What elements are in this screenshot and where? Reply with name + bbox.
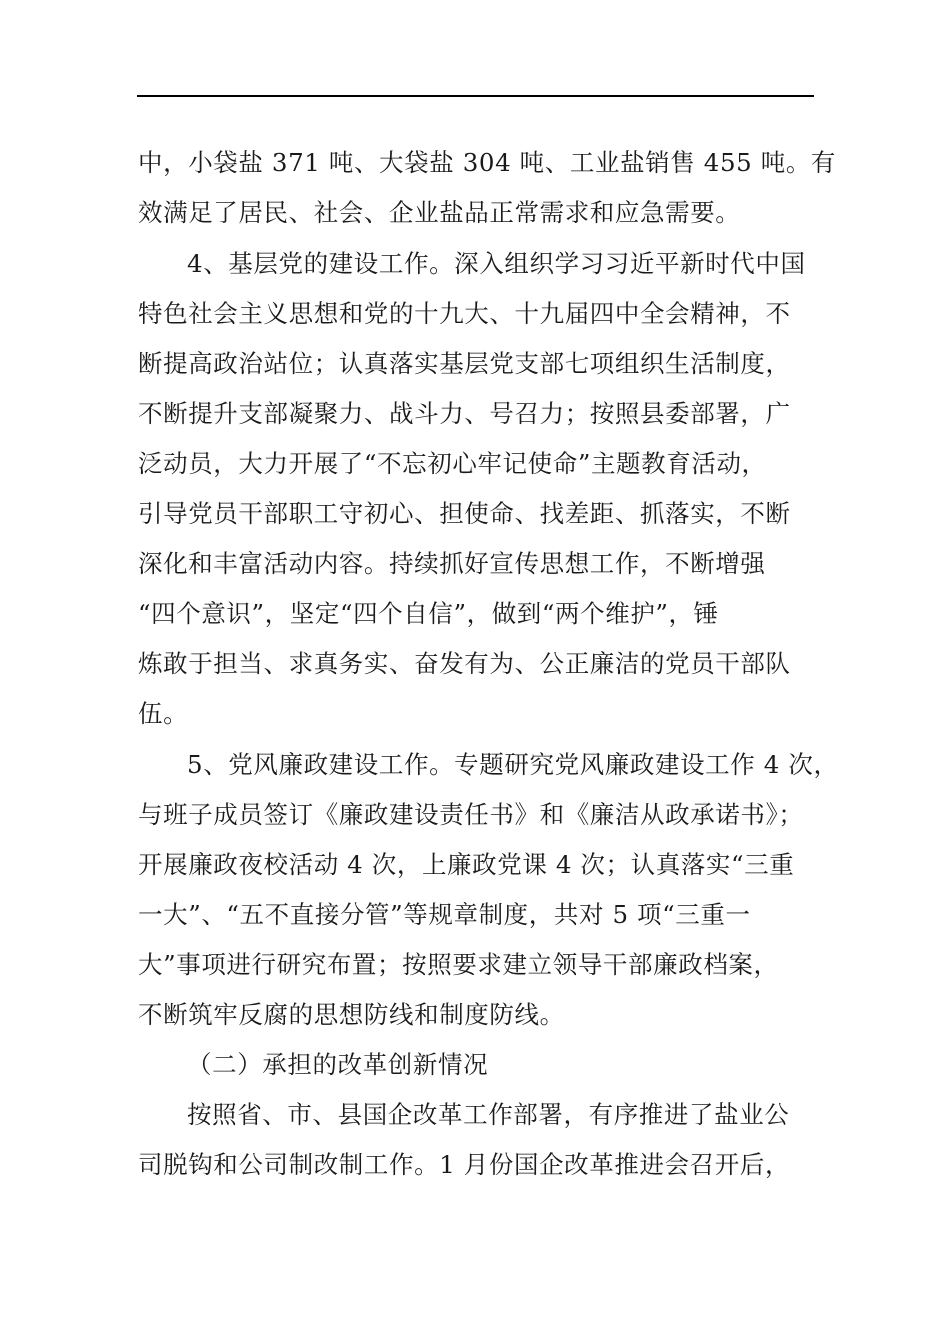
subsection-heading: （二）承担的改革创新情况 bbox=[187, 1050, 489, 1079]
paragraph-line: 中，小袋盐 371 吨、大袋盐 304 吨、工业盐销售 455 吨。有 bbox=[138, 148, 837, 177]
paragraph-line: 效满足了居民、社会、企业盐品正常需求和应急需要。 bbox=[138, 198, 741, 227]
paragraph-line: 伍。 bbox=[138, 699, 189, 728]
paragraph-line: 特色社会主义思想和党的十九大、十九届四中全会精神，不 bbox=[138, 299, 791, 328]
section-heading-line: 5、党风廉政建设工作。专题研究党风廉政建设工作 4 次， bbox=[187, 750, 839, 779]
paragraph-line: 不断提升支部凝聚力、战斗力、号召力；按照县委部署，广 bbox=[138, 399, 791, 428]
paragraph-line: 不断筑牢反腐的思想防线和制度防线。 bbox=[138, 1000, 565, 1029]
header-rule bbox=[137, 95, 814, 97]
paragraph-line: 与班子成员签订《廉政建设责任书》和《廉洁从政承诺书》； bbox=[138, 800, 804, 829]
paragraph-line: 大”事项进行研究布置；按照要求建立领导干部廉政档案， bbox=[138, 950, 779, 979]
paragraph-line: 按照省、市、县国企改革工作部署，有序推进了盐业公 bbox=[187, 1100, 790, 1129]
paragraph-line: 司脱钩和公司制改制工作。1 月份国企改革推进会召开后， bbox=[138, 1150, 791, 1179]
paragraph-line: 开展廉政夜校活动 4 次，上廉政党课 4 次；认真落实“三重 bbox=[138, 850, 795, 879]
paragraph-line: “四个意识”，坚定“四个自信”，做到“两个维护”，锤 bbox=[138, 599, 719, 628]
paragraph-line: 泛动员，大力开展了“不忘初心牢记使命”主题教育活动， bbox=[138, 449, 767, 478]
paragraph-line: 炼敢于担当、求真务实、奋发有为、公正廉洁的党员干部队 bbox=[138, 649, 791, 678]
paragraph-line: 引导党员干部职工守初心、担使命、找差距、抓落实，不断 bbox=[138, 499, 791, 528]
paragraph-line: 深化和丰富活动内容。持续抓好宣传思想工作，不断增强 bbox=[138, 549, 766, 578]
section-heading-line: 4、基层党的建设工作。深入组织学习习近平新时代中国 bbox=[187, 249, 806, 278]
paragraph-line: 断提高政治站位；认真落实基层党支部七项组织生活制度， bbox=[138, 349, 791, 378]
paragraph-line: 一大”、“五不直接分管”等规章制度，共对 5 项“三重一 bbox=[138, 900, 751, 929]
